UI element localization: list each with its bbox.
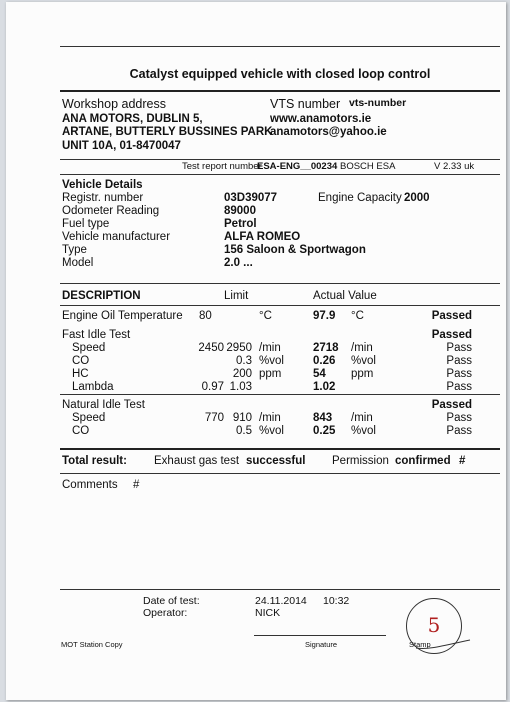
software-version: V 2.33 uk: [434, 161, 475, 172]
engine-oil-result: Passed: [431, 310, 472, 322]
engine-oil-limit: 80: [199, 310, 212, 322]
document-title: Catalyst equipped vehicle with closed loop control: [129, 67, 431, 81]
model-label: Model: [62, 257, 94, 269]
report-sheet: [6, 2, 506, 700]
workshop-email: anamotors@yahoo.ie: [270, 126, 387, 138]
exhaust-gas-test-label: Exhaust gas test: [154, 455, 240, 467]
total-bottom-rule: [60, 473, 500, 474]
signature-label: Signature: [305, 640, 338, 649]
workshop-line-1: ANA MOTORS, DUBLIN 5,: [62, 113, 203, 125]
engine-capacity-value: 2000: [404, 192, 430, 204]
fast-idle-name: Lambda: [72, 381, 114, 393]
engine-oil-label: Engine Oil Temperature: [62, 310, 183, 322]
test-report-number: ESA-ENG__00234: [257, 161, 338, 172]
fast-idle-limit-max: 0.3: [236, 355, 252, 367]
fast-idle-result: Pass: [446, 355, 472, 367]
fuel-type-label: Fuel type: [62, 218, 110, 230]
fast-idle-limit-unit: %vol: [259, 355, 284, 367]
report-bar-top-rule: [60, 159, 500, 160]
permission-hash: #: [459, 455, 466, 467]
fast-idle-result: Pass: [446, 342, 472, 354]
fast-idle-limit-min: 0.97: [201, 381, 224, 393]
fast-idle-name: CO: [72, 355, 90, 367]
date-of-test-value: 24.11.2014: [255, 595, 307, 607]
manufacturer-label: Vehicle manufacturer: [62, 231, 171, 243]
stamp-handwritten-number: 5: [427, 613, 441, 637]
natural-idle-limit-max: 910: [232, 412, 252, 424]
top-rule: [60, 46, 500, 47]
workshop-line-3: UNIT 10A, 01-8470047: [62, 140, 181, 152]
natural-idle-actual-unit: /min: [351, 412, 373, 424]
manufacturer-value: ALFA ROMEO: [224, 231, 301, 243]
results-header-rule: [60, 305, 500, 306]
stamp-label: Stamp: [409, 640, 431, 649]
natural-idle-result: Pass: [446, 412, 472, 424]
fast-idle-name: HC: [72, 368, 89, 380]
fast-idle-label: Fast Idle Test: [62, 329, 131, 341]
natural-idle-limit-min: 770: [204, 412, 224, 424]
fast-idle-actual-unit: /min: [351, 342, 373, 354]
fast-idle-rule: [60, 394, 500, 395]
natural-idle-actual-value: 0.25: [313, 425, 336, 437]
report-bar-bottom-rule: [60, 174, 500, 175]
date-of-test-label: Date of test:: [143, 595, 200, 607]
system-name: BOSCH ESA: [340, 161, 396, 172]
fuel-type-value: Petrol: [224, 218, 257, 230]
fast-idle-actual-value: 54: [313, 368, 326, 380]
fast-idle-limit-max: 1.03: [229, 381, 252, 393]
type-label: Type: [62, 244, 87, 256]
natural-idle-limit-unit: /min: [259, 412, 281, 424]
natural-idle-name: Speed: [72, 412, 106, 424]
fast-idle-actual-unit: %vol: [351, 355, 376, 367]
natural-idle-result: Passed: [431, 399, 472, 411]
comments-label: Comments: [62, 479, 118, 491]
engine-oil-actual: 97.9: [313, 310, 336, 322]
title-rule: [60, 90, 500, 92]
signature-line: [254, 635, 386, 636]
vehicle-details-heading: Vehicle Details: [62, 179, 143, 191]
natural-idle-limit-unit: %vol: [259, 425, 284, 437]
natural-idle-limit-max: 0.5: [236, 425, 252, 437]
natural-idle-name: CO: [72, 425, 90, 437]
workshop-address-label: Workshop address: [62, 97, 166, 111]
natural-idle-label: Natural Idle Test: [62, 399, 145, 411]
vehicle-rule: [60, 283, 500, 284]
comments-value: #: [133, 479, 140, 491]
station-copy-label: MOT Station Copy: [61, 640, 123, 649]
natural-idle-result: Pass: [446, 425, 472, 437]
odometer-label: Odometer Reading: [62, 205, 160, 217]
registration-value: 03D39077: [224, 192, 278, 204]
fast-idle-limit-min: 2450: [198, 342, 224, 354]
test-report-label: Test report number: [182, 161, 262, 172]
time-of-test-value: 10:32: [323, 595, 350, 607]
footer-rule: [60, 589, 500, 590]
fast-idle-name: Speed: [72, 342, 106, 354]
permission-value: confirmed: [395, 455, 451, 467]
natural-idle-actual-unit: %vol: [351, 425, 376, 437]
fast-idle-limit-max: 2950: [226, 342, 252, 354]
limit-header: Limit: [224, 290, 249, 302]
workshop-website: www.anamotors.ie: [270, 113, 372, 125]
vts-number-value: vts-number: [349, 97, 407, 109]
engine-capacity-label: Engine Capacity: [318, 192, 402, 204]
description-header: DESCRIPTION: [62, 290, 141, 302]
fast-idle-limit-unit: ppm: [259, 368, 282, 380]
fast-idle-actual-value: 1.02: [313, 381, 336, 393]
natural-idle-actual-value: 843: [313, 412, 333, 424]
fast-idle-limit-unit: /min: [259, 342, 281, 354]
permission-label: Permission: [332, 455, 389, 467]
fast-idle-actual-value: 2718: [313, 342, 339, 354]
operator-value: NICK: [255, 607, 281, 619]
model-value: 2.0 ...: [224, 257, 253, 269]
operator-label: Operator:: [143, 607, 188, 619]
type-value: 156 Saloon & Sportwagon: [224, 244, 366, 256]
fast-idle-result: Pass: [446, 381, 472, 393]
engine-oil-actual-unit: °C: [351, 310, 364, 322]
fast-idle-actual-value: 0.26: [313, 355, 336, 367]
exhaust-gas-test-value: successful: [246, 455, 306, 467]
odometer-value: 89000: [224, 205, 256, 217]
total-top-rule: [60, 448, 500, 450]
actual-value-header: Actual Value: [313, 290, 377, 302]
vts-number-label: VTS number: [270, 97, 341, 111]
stamp-pen-stroke: [414, 638, 472, 652]
total-result-label: Total result:: [62, 455, 127, 467]
registration-label: Registr. number: [62, 192, 144, 204]
fast-idle-result: Pass: [446, 368, 472, 380]
fast-idle-actual-unit: ppm: [351, 368, 374, 380]
workshop-line-2: ARTANE, BUTTERLY BUSSINES PARK: [62, 126, 273, 138]
engine-oil-limit-unit: °C: [259, 310, 272, 322]
fast-idle-limit-max: 200: [232, 368, 252, 380]
fast-idle-result: Passed: [431, 329, 472, 341]
